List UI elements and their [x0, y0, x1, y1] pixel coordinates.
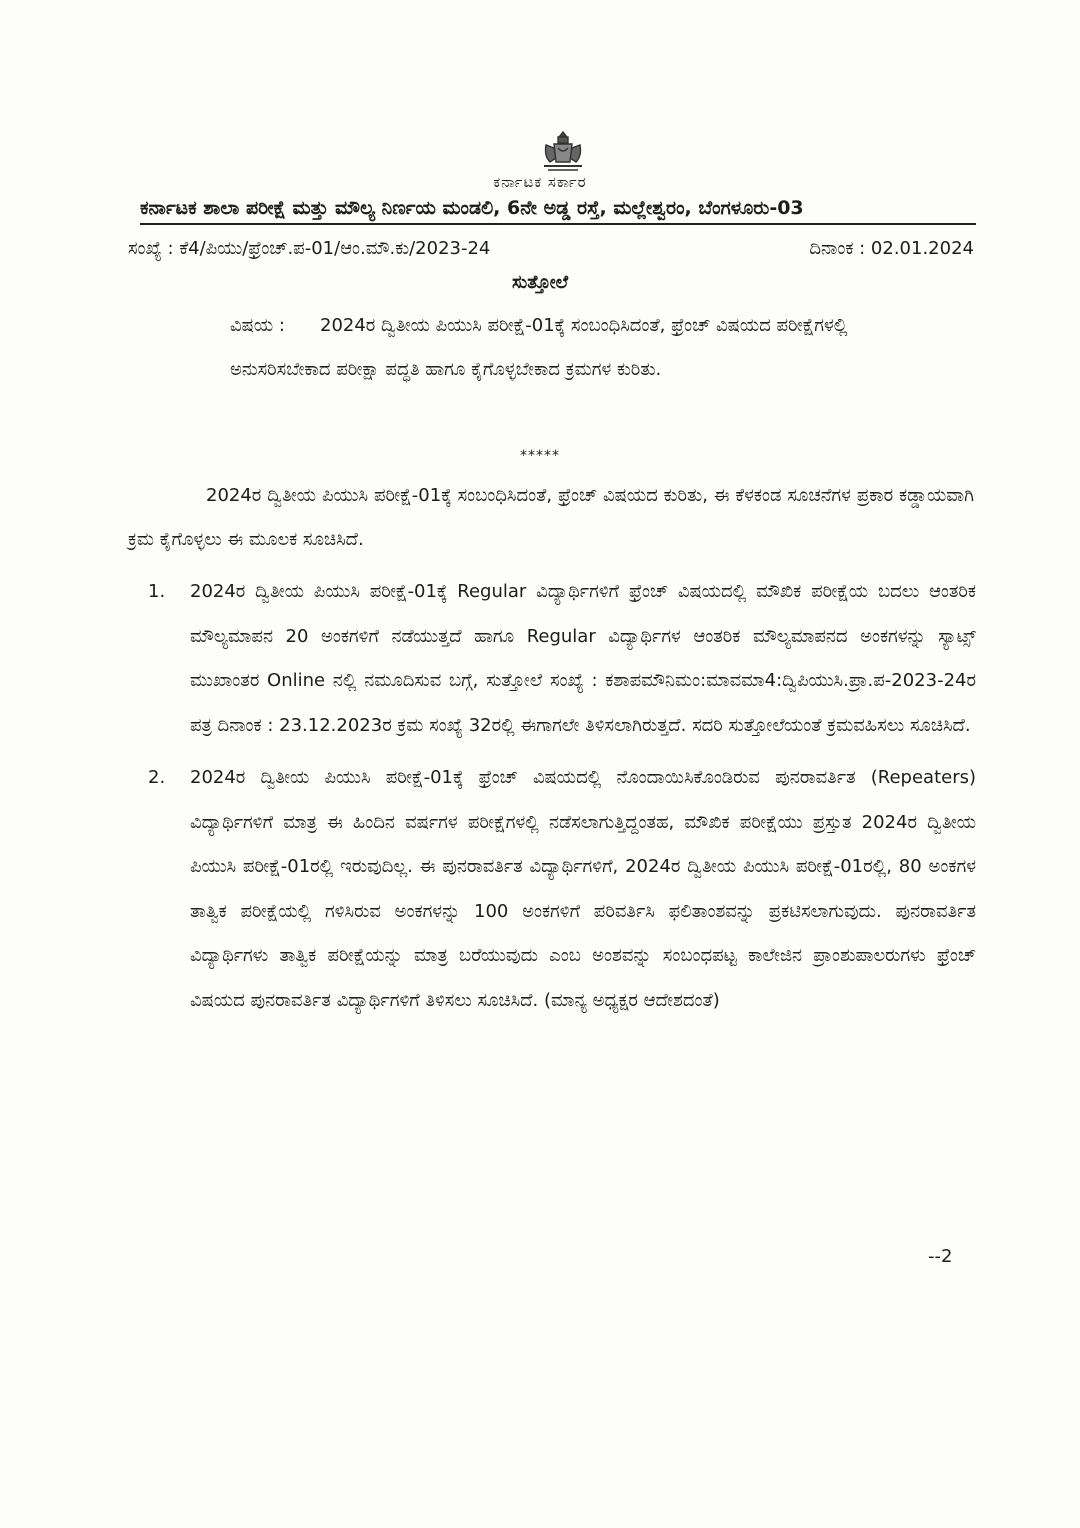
section-separator: *****	[520, 448, 560, 464]
reference-row	[128, 238, 974, 266]
government-name: ಕರ್ನಾಟಕ ಸರ್ಕಾರ	[493, 173, 587, 191]
list-item	[148, 570, 976, 748]
subject-block	[230, 304, 950, 392]
karnataka-emblem-icon	[536, 128, 590, 174]
list-item-text: 2024ರ ದ್ವಿತೀಯ ಪಿಯುಸಿ ಪರೀಕ್ಷೆ-01ಕ್ಕೆ ಫ್ರೆಂಚ್ ವಿಷಯದಲ್ಲಿ ನೊಂದಾಯಿಸಿಕೊಂಡಿರುವ ಪುನರಾವರ್ತಿತ (Repeaters) ವಿದ್ಯಾರ್ಥಿಗಳಿಗೆ ಮಾತ್ರ ಈ ಹಿಂದಿನ ವರ್ಷಗಳ ಪರೀಕ್ಷೆಗಳಲ್ಲಿ ನಡೆಸಲಾಗುತ್ತಿದ್ದಂತಹ, ಮೌಖಿಕ ಪರೀಕ್ಷೆಯು ಪ್ರಸ್ತುತ 2024ರ ದ್ವಿತೀಯ ಪಿಯುಸಿ ಪರೀಕ್ಷೆ-01ರಲ್ಲಿ ಇರುವುದಿಲ್ಲ. ಈ ಪುನರಾವರ್ತಿತ ವಿದ್ಯಾರ್ಥಿಗಳಿಗೆ, 2024ರ ದ್ವಿತೀಯ ಪಿಯುಸಿ ಪರೀಕ್ಷೆ-01ರಲ್ಲಿ, 80 ಅಂಕಗಳ ತಾತ್ವಿಕ ಪರೀಕ್ಷೆಯಲ್ಲಿ ಗಳಿಸಿರುವ ಅಂಕಗಳನ್ನು 100 ಅಂಕಗಳಿಗೆ ಪರಿವರ್ತಿಸಿ ಫಲಿತಾಂಶವನ್ನು ಪ್ರಕಟಿಸಲಾಗುವುದು. ಪುನರಾವರ್ತಿತ ವಿದ್ಯಾರ್ಥಿಗಳು ತಾತ್ವಿಕ ಪರೀಕ್ಷೆಯನ್ನು ಮಾತ್ರ ಬರೆಯುವುದು ಎಂಬ ಅಂಶವನ್ನು ಸಂಬಂಧಪಟ್ಟ ಕಾಲೇಜಿನ ಪ್ರಾಂಶುಪಾಲರುಗಳು ಫ್ರೆಂಚ್ ವಿಷಯದ ಪುನರಾವರ್ತಿತ ವಿದ್ಯಾರ್ಥಿಗಳಿಗೆ ತಿಳಿಸಲು ಸೂಚಿಸಿದೆ. (ಮಾನ್ಯ ಅಧ್ಯಕ್ಷರ ಆದೇಶದಂತೆ)	[190, 767, 976, 1011]
board-name-header: ಕರ್ನಾಟಕ ಶಾಲಾ ಪರೀಕ್ಷೆ ಮತ್ತು ಮೌಲ್ಯ ನಿರ್ಣಯ ಮಂಡಲಿ, 6ನೇ ಅಡ್ಡ ರಸ್ತೆ, ಮಲ್ಲೇಶ್ವರಂ, ಬೆಂಗಳೂರು-03	[140, 197, 976, 225]
instruction-list	[148, 570, 976, 1023]
circular-title: ಸುತ್ತೋಲೆ	[511, 272, 569, 293]
list-item-text: 2024ರ ದ್ವಿತೀಯ ಪಿಯುಸಿ ಪರೀಕ್ಷೆ-01ಕ್ಕೆ Regular ವಿದ್ಯಾರ್ಥಿಗಳಿಗೆ ಫ್ರೆಂಚ್ ವಿಷಯದಲ್ಲಿ ಮೌಖಿಕ ಪರೀಕ್ಷೆಯ ಬದಲು ಆಂತರಿಕ ಮೌಲ್ಯಮಾಪನ 20 ಅಂಕಗಳಿಗೆ ನಡೆಯುತ್ತದೆ ಹಾಗೂ Regular ವಿದ್ಯಾರ್ಥಿಗಳ ಆಂತರಿಕ ಮೌಲ್ಯಮಾಪನದ ಅಂಕಗಳನ್ನು ಸ್ಯಾಟ್ಸ್ ಮುಖಾಂತರ Online ನಲ್ಲಿ ನಮೂದಿಸುವ ಬಗ್ಗೆ, ಸುತ್ತೋಲೆ ಸಂಖ್ಯೆ : ಕಶಾಪಮೌನಿಮಂ:ಮಾವಮಾ4:ದ್ವಿಪಿಯುಸಿ.ಪ್ರಾ.ಪ-2023-24ರ ಪತ್ರ ದಿನಾಂಕ : 23.12.2023ರ ಕ್ರಮ ಸಂಖ್ಯೆ 32ರಲ್ಲಿ ಈಗಾಗಲೇ ತಿಳಿಸಲಾಗಿರುತ್ತದೆ. ಸದರಿ ಸುತ್ತೋಲೆಯಂತೆ ಕ್ರಮವಹಿಸಲು ಸೂಚಿಸಿದೆ.	[190, 581, 976, 736]
list-item-number: 1.	[148, 581, 166, 602]
intro-paragraph: 2024ರ ದ್ವಿತೀಯ ಪಿಯುಸಿ ಪರೀಕ್ಷೆ-01ಕ್ಕೆ ಸಂಬಂಧಿಸಿದಂತೆ, ಫ್ರೆಂಚ್ ವಿಷಯದ ಕುರಿತು, ಈ ಕೆಳಕಂಡ ಸೂಚನೆಗಳ ಪ್ರಕಾರ ಕಡ್ಡಾಯವಾಗಿ ಕ್ರಮ ಕೈಗೊಳ್ಳಲು ಈ ಮೂಲಕ ಸೂಚಿಸಿದೆ.	[128, 485, 974, 550]
list-item	[148, 756, 976, 1023]
circular-date: ದಿನಾಂಕ : 02.01.2024	[809, 238, 974, 259]
list-item-number: 2.	[148, 767, 166, 788]
subject-label: ವಿಷಯ :	[230, 315, 285, 336]
subject-text: 2024ರ ದ್ವಿತೀಯ ಪಿಯುಸಿ ಪರೀಕ್ಷೆ-01ಕ್ಕೆ ಸಂಬಂಧಿಸಿದಂತೆ, ಫ್ರೆಂಚ್ ವಿಷಯದ ಪರೀಕ್ಷೆಗಳಲ್ಲಿ ಅನುಸರಿಸಬೇಕಾದ ಪರೀಕ್ಷಾ ಪದ್ಧತಿ ಹಾಗೂ ಕೈಗೊಳ್ಳಬೇಕಾದ ಕ್ರಮಗಳ ಕುರಿತು.	[230, 315, 848, 380]
reference-number: ಸಂಖ್ಯೆ : ಕೆ4/ಪಿಯು/ಫ್ರೆಂಚ್.ಪ-01/ಆಂ.ಮೌ.ಕು/2023-24	[128, 238, 491, 259]
page-continuation-marker: --2	[928, 1246, 953, 1267]
